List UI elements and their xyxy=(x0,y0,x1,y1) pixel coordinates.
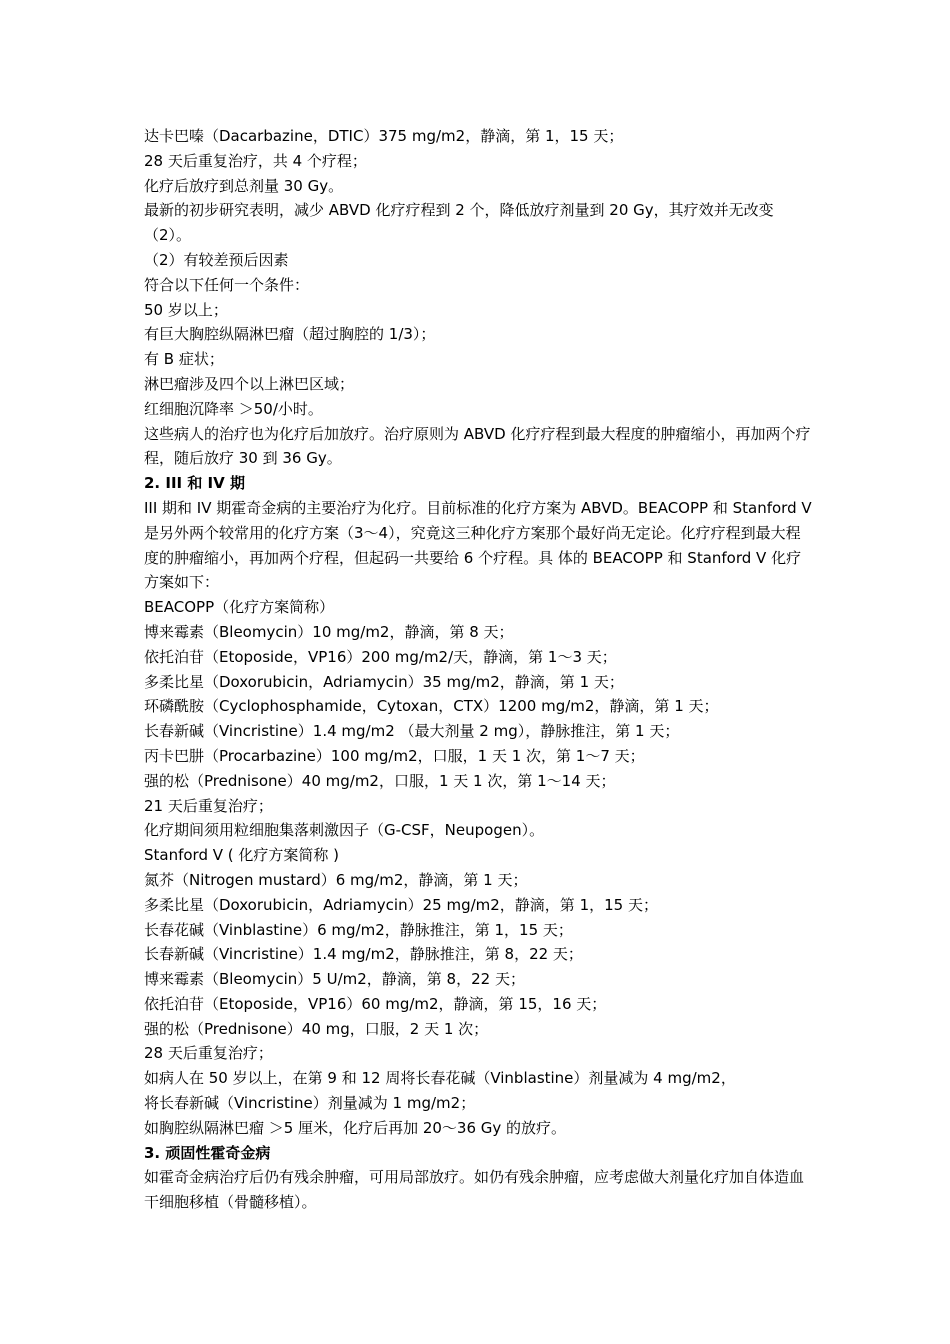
text-line: 依托泊苷（Etoposide，VP16）200 mg/m2/天，静滴，第 1～3 天； xyxy=(144,647,617,666)
section-heading: 2. III 和 IV 期 xyxy=(144,474,245,493)
text-line: 红细胞沉降率 ＞50/小时。 xyxy=(144,399,323,418)
paragraph: 这些病人的治疗也为化疗后加放疗。治疗原则为 ABVD 化疗疗程到最大程度的肿瘤缩小，再加两个疗程，随后放疗 30 到 36 Gy。 xyxy=(144,424,811,468)
text-line: 环磷酰胺（Cyclophosphamide，Cytoxan，CTX）1200 mg/m2，静滴，第 1 天； xyxy=(144,697,719,716)
text-line: 长春新碱（Vincristine）1.4 mg/m2，静脉推注，第 8，22 天； xyxy=(144,945,583,964)
text-line: 多柔比星（Doxorubicin，Adriamycin）35 mg/m2，静滴，第 1 天； xyxy=(144,672,624,691)
text-line: 丙卡巴肼（Procarbazine）100 mg/m2，口服，1 天 1 次，第 1～7 天； xyxy=(144,746,645,765)
text-line: 长春新碱（Vincristine）1.4 mg/m2 （最大剂量 2 mg），静脉推注，第 1 天； xyxy=(144,722,680,741)
text-line: （2）有较差预后因素 xyxy=(144,250,289,269)
text-line: 有巨大胸腔纵隔淋巴瘤（超过胸腔的 1/3）； xyxy=(144,325,436,344)
section-heading: 3. 顽固性霍奇金病 xyxy=(144,1143,271,1162)
text-line: 将长春新碱（Vincristine）剂量减为 1 mg/m2； xyxy=(144,1094,476,1113)
text-line: 多柔比星（Doxorubicin，Adriamycin）25 mg/m2，静滴，第 1，15 天； xyxy=(144,895,658,914)
text-line: 博来霉素（Bleomycin）10 mg/m2，静滴，第 8 天； xyxy=(144,622,514,641)
text-line: 50 岁以上； xyxy=(144,300,228,319)
text-line: 符合以下任何一个条件： xyxy=(144,275,310,294)
text-line: 强的松（Prednisone）40 mg，口服，2 天 1 次； xyxy=(144,1019,489,1038)
paragraph: 如霍奇金病治疗后仍有残余肿瘤，可用局部放疗。如仍有残余肿瘤，应考虑做大剂量化疗加自体造血干细胞移植（骨髓移植）。 xyxy=(144,1168,805,1212)
text-line: 28 天后重复治疗，共 4 个疗程； xyxy=(144,151,367,170)
text-line: 博来霉素（Bleomycin）5 U/m2，静滴，第 8，22 天； xyxy=(144,970,525,989)
paragraph: 最新的初步研究表明，减少 ABVD 化疗疗程到 2 个，降低放疗剂量到 20 Gy，其疗效并无改变（2）。 xyxy=(144,201,774,245)
text-line: 有 B 症状； xyxy=(144,350,224,369)
text-line: 淋巴瘤涉及四个以上淋巴区域； xyxy=(144,374,355,393)
text-line: BEACOPP（化疗方案简称） xyxy=(144,598,335,617)
text-line: 21 天后重复治疗； xyxy=(144,796,273,815)
text-line: 化疗后放疗到总剂量 30 Gy。 xyxy=(144,176,344,195)
paragraph: III 期和 IV 期霍奇金病的主要治疗为化疗。目前标准的化疗方案为 ABVD。BEACOPP 和 Stanford V 是另外两个较常用的化疗方案（3～4），究竟这三种化疗方案那个最好尚无定论。化疗疗程到最大程度的肿瘤缩小，再加两个疗程，但起码一共要给 6 个疗程。具 体的 BEACOPP 和 Stanford V 化疗方案如下： xyxy=(144,498,812,592)
text-line: 长春花碱（Vinblastine）6 mg/m2，静脉推注，第 1，15 天； xyxy=(144,920,573,939)
text-line: 依托泊苷（Etoposide，VP16）60 mg/m2，静滴，第 15，16 天； xyxy=(144,994,607,1013)
text-line: 如病人在 50 岁以上，在第 9 和 12 周将长春花碱（Vinblastine）剂量减为 4 mg/m2， xyxy=(144,1069,736,1088)
text-line: 化疗期间须用粒细胞集落刺激因子（G-CSF，Neupogen）。 xyxy=(144,821,545,840)
text-line: 强的松（Prednisone）40 mg/m2，口服，1 天 1 次，第 1～14 天； xyxy=(144,771,616,790)
text-line: 如胸腔纵隔淋巴瘤 ＞5 厘米，化疗后再加 20～36 Gy 的放疗。 xyxy=(144,1118,567,1137)
text-line: 达卡巴嗪（Dacarbazine，DTIC）375 mg/m2，静滴，第 1，15 天； xyxy=(144,127,624,145)
document-page xyxy=(144,124,814,1215)
text-line: 氮芥（Nitrogen mustard）6 mg/m2，静滴，第 1 天； xyxy=(144,870,528,889)
text-line: 28 天后重复治疗； xyxy=(144,1044,273,1063)
text-line: Stanford V ( 化疗方案简称 ) xyxy=(144,846,340,865)
